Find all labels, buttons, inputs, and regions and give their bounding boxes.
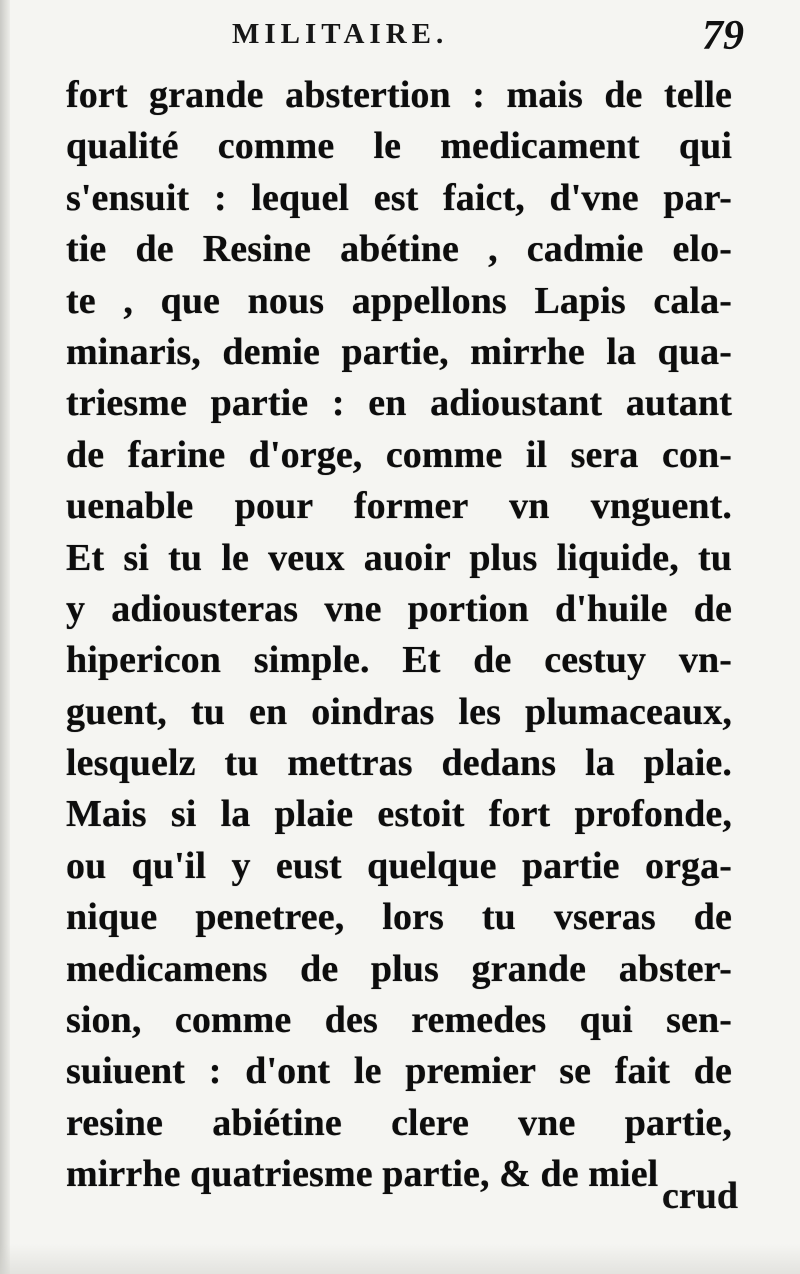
page-bottom-shadow: [0, 1244, 800, 1274]
text-line: fort grande abstertion : mais de telle: [66, 74, 732, 116]
text-line: guent, tu en oindras les plumaceaux,: [66, 690, 732, 733]
body-text: [66, 70, 732, 1201]
text-line: minaris, demie partie, mirrhe la qua-: [66, 330, 732, 373]
text-line: Mais si la plaie estoit fort profonde,: [66, 793, 732, 836]
text-line: y adiousteras vne portion d'huile de: [66, 587, 732, 630]
text-line: Et si tu le veux auoir plus liquide, tu: [66, 536, 732, 579]
text-line: tie de Resine abétine , cadmie elo-: [66, 228, 732, 271]
page-header: [0, 8, 800, 60]
text-line: medicamens de plus grande abster-: [66, 947, 732, 990]
text-line: hipericon simple. Et de cestuy vn-: [66, 639, 732, 682]
running-head: MILITAIRE.: [232, 18, 449, 50]
text-line: de farine d'orge, comme il sera con-: [66, 433, 732, 476]
text-line: mirrhe quatriesme partie, & de miel: [66, 1153, 659, 1196]
text-line: nique penetree, lors tu vseras de: [66, 896, 732, 939]
text-line: suiuent : d'ont le premier se fait de: [66, 1050, 732, 1093]
text-line: ou qu'il y eust quelque partie orga-: [66, 844, 732, 887]
text-line: qualité comme le medicament qui: [66, 125, 732, 168]
text-line: resine abiétine clere vne partie,: [66, 1101, 732, 1144]
text-line: te , que nous appellons Lapis cala-: [66, 279, 732, 322]
text-line: uenable pour former vn vnguent.: [66, 485, 732, 528]
text-line: s'ensuit : lequel est faict, d'vne par-: [66, 176, 732, 219]
page-gutter-edge: [0, 0, 10, 1274]
catchword: crud: [662, 1175, 738, 1217]
page-number: 79: [702, 13, 744, 59]
text-line: sion, comme des remedes qui sen-: [66, 999, 732, 1042]
text-line: lesquelz tu mettras dedans la plaie.: [66, 742, 732, 785]
text-line: triesme partie : en adioustant autant: [66, 382, 732, 425]
